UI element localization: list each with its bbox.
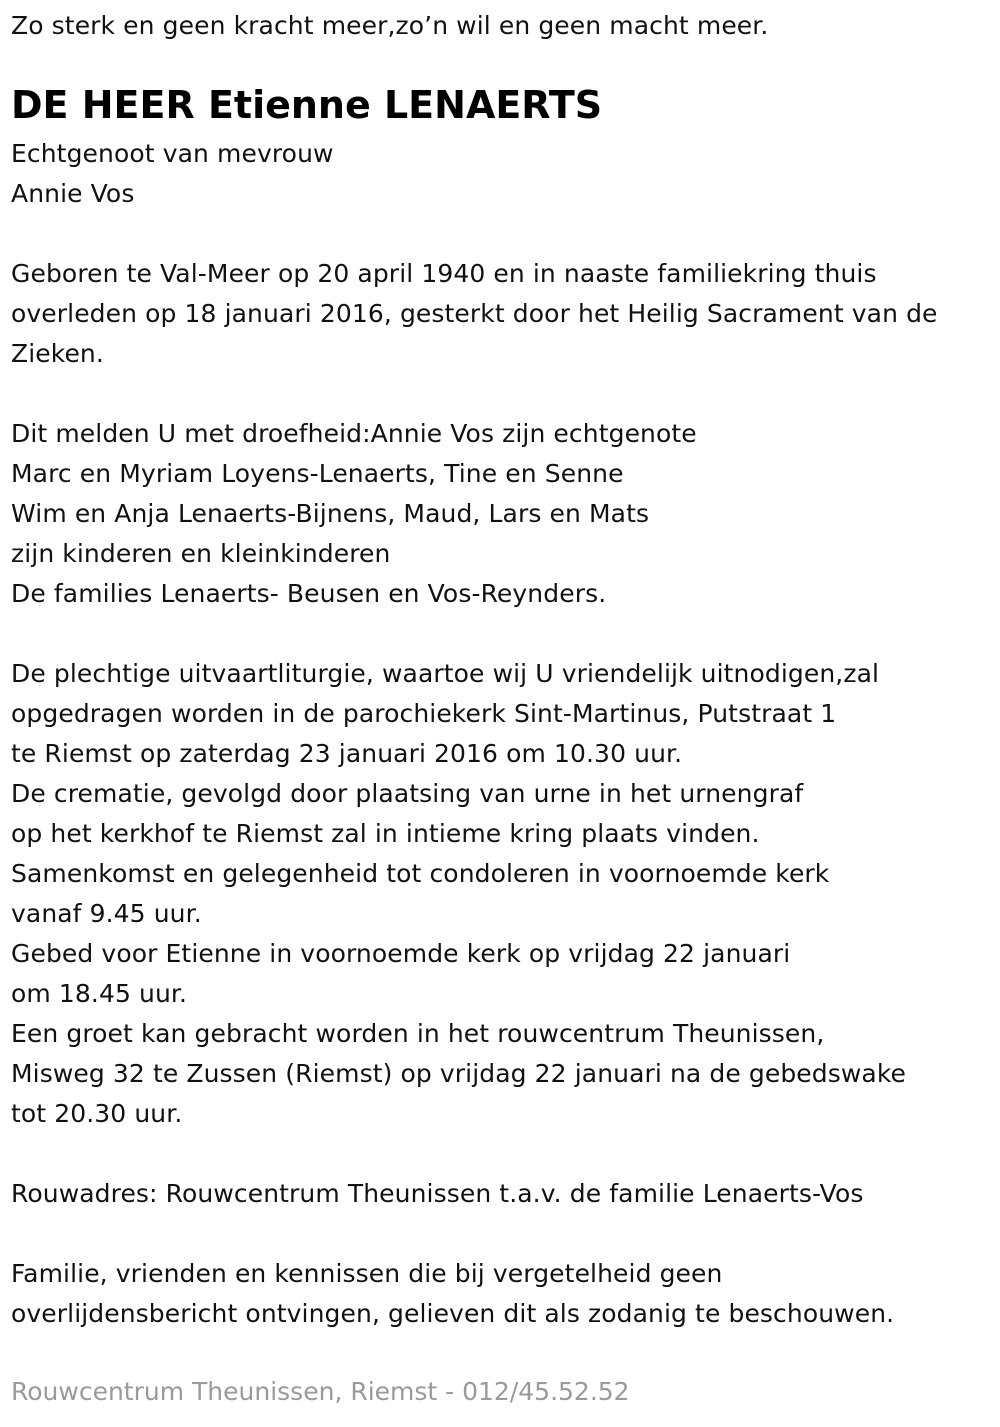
address-line: Rouwadres: Rouwcentrum Theunissen t.a.v. de familie Lenaerts-Vos [11, 1179, 864, 1208]
ceremony-line: Samenkomst en gelegenheid tot condoleren in voornoemde kerk [11, 859, 830, 888]
notice-line: Familie, vrienden en kennissen die bij vergetelheid geen [11, 1259, 723, 1288]
spouse-line: Annie Vos [11, 179, 135, 208]
motto: Zo sterk en geen kracht meer,zo’n wil en geen macht meer. [11, 11, 769, 40]
ceremony-line: tot 20.30 uur. [11, 1099, 183, 1128]
ceremony-line: Misweg 32 te Zussen (Riemst) op vrijdag 22 januari na de gebedswake [11, 1059, 907, 1088]
birth-line: Zieken. [11, 339, 104, 368]
birth-line: overleden op 18 januari 2016, gesterkt door het Heilig Sacrament van de [11, 299, 938, 328]
family-line: Dit melden U met droefheid:Annie Vos zijn echtgenote [11, 419, 697, 448]
ceremony-line: te Riemst op zaterdag 23 januari 2016 om 10.30 uur. [11, 739, 683, 768]
spouse-block [11, 134, 334, 214]
family-block [11, 414, 697, 614]
ceremony-line: om 18.45 uur. [11, 979, 188, 1008]
ceremony-line: De plechtige uitvaartliturgie, waartoe wij U vriendelijk uitnodigen,zal [11, 659, 880, 688]
ceremony-line: De crematie, gevolgd door plaatsing van urne in het urnengraf [11, 779, 804, 808]
family-line: De families Lenaerts- Beusen en Vos-Reynders. [11, 579, 607, 608]
funeral-home-footer: Rouwcentrum Theunissen, Riemst - 012/45.52.52 [11, 1377, 630, 1406]
family-line: zijn kinderen en kleinkinderen [11, 539, 391, 568]
deceased-name: DE HEER Etienne LENAERTS [11, 83, 603, 127]
birth-death-block [11, 254, 938, 374]
notice-line: overlijdensbericht ontvingen, gelieven dit als zodanig te beschouwen. [11, 1299, 895, 1328]
spouse-line: Echtgenoot van mevrouw [11, 139, 334, 168]
family-line: Marc en Myriam Loyens-Lenaerts, Tine en Senne [11, 459, 624, 488]
ceremony-line: op het kerkhof te Riemst zal in intieme kring plaats vinden. [11, 819, 760, 848]
birth-line: Geboren te Val-Meer op 20 april 1940 en in naaste familiekring thuis [11, 259, 877, 288]
ceremony-line: vanaf 9.45 uur. [11, 899, 202, 928]
ceremony-line: opgedragen worden in de parochiekerk Sint-Martinus, Putstraat 1 [11, 699, 837, 728]
ceremony-line: Een groet kan gebracht worden in het rouwcentrum Theunissen, [11, 1019, 825, 1048]
family-line: Wim en Anja Lenaerts-Bijnens, Maud, Lars en Mats [11, 499, 650, 528]
notice-block [11, 1254, 894, 1334]
ceremony-block [11, 654, 906, 1134]
mourning-address [11, 1174, 863, 1214]
ceremony-line: Gebed voor Etienne in voornoemde kerk op vrijdag 22 januari [11, 939, 791, 968]
